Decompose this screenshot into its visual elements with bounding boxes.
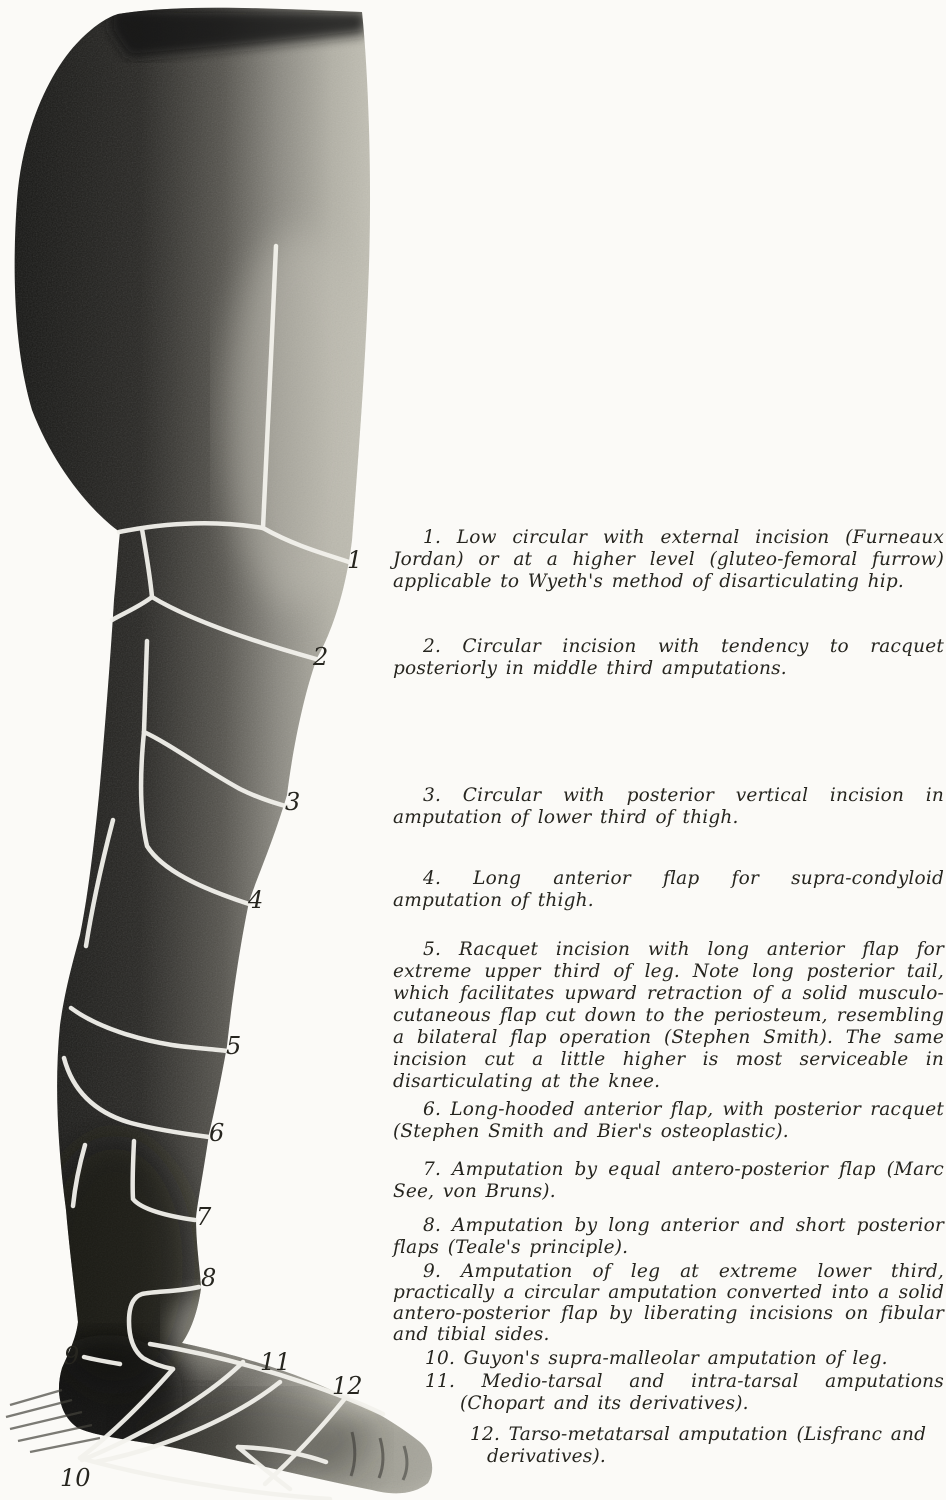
figure-label-5: 5 xyxy=(226,1032,242,1060)
legend-item-2: 2. Circular incision with tendency to racquet posteriorly in middle third amputations. xyxy=(393,636,944,679)
figure-label-2: 2 xyxy=(313,643,329,671)
figure-label-11: 11 xyxy=(260,1348,291,1376)
figure-label-9: 9 xyxy=(64,1342,80,1370)
figure-label-12: 12 xyxy=(332,1372,363,1400)
legend-item-6: 6. Long-hooded anterior flap, with posterior racquet (Stephen Smith and Bier's osteoplastic). xyxy=(393,1099,944,1142)
legend-item-3: 3. Circular with posterior vertical incision in amputation of lower third of thigh. xyxy=(393,785,944,828)
legend-item-10: 10. Guyon's supra-malleolar amputation of leg. xyxy=(425,1348,888,1369)
legend-item-5: 5. Racquet incision with long anterior flap for extreme upper third of leg. Note long posterior tail, which facilitates upward retraction of a solid musculo-cutaneous flap cut down to the periosteum, resembling a bilateral flap operation (Stephen Smith). The same incision cut a little higher is most serviceable in disarticulating at the knee. xyxy=(393,939,944,1092)
figure-label-8: 8 xyxy=(201,1264,217,1292)
figure-label-1: 1 xyxy=(347,546,363,574)
figure-label-10: 10 xyxy=(60,1464,91,1492)
legend-item-12: 12. Tarso-metatarsal amputation (Lisfranc and derivatives). xyxy=(470,1424,927,1467)
legend-item-11: 11. Medio-tarsal and intra-tarsal amputations (Chopart and its derivatives). xyxy=(425,1371,944,1414)
legend-item-7: 7. Amputation by equal antero-posterior flap (Marc See, von Bruns). xyxy=(393,1159,944,1202)
legend-item-4: 4. Long anterior flap for supra-condyloid amputation of thigh. xyxy=(393,868,944,911)
figure-label-3: 3 xyxy=(285,788,301,816)
legend-item-9: 9. Amputation of leg at extreme lower third, practically a circular amputation converted into a solid antero-posterior flap by liberating incisions on fibular and tibial sides. xyxy=(393,1261,944,1345)
figure-label-7: 7 xyxy=(196,1203,212,1231)
figure-label-4: 4 xyxy=(248,886,264,914)
figure-label-6: 6 xyxy=(209,1119,225,1147)
legend-item-1: 1. Low circular with external incision (Furneaux Jordan) or at a higher level (gluteo-femoral furrow) applicable to Wyeth's method of disarticulating hip. xyxy=(393,527,944,592)
legend-item-8: 8. Amputation by long anterior and short posterior flaps (Teale's principle). xyxy=(393,1215,944,1258)
